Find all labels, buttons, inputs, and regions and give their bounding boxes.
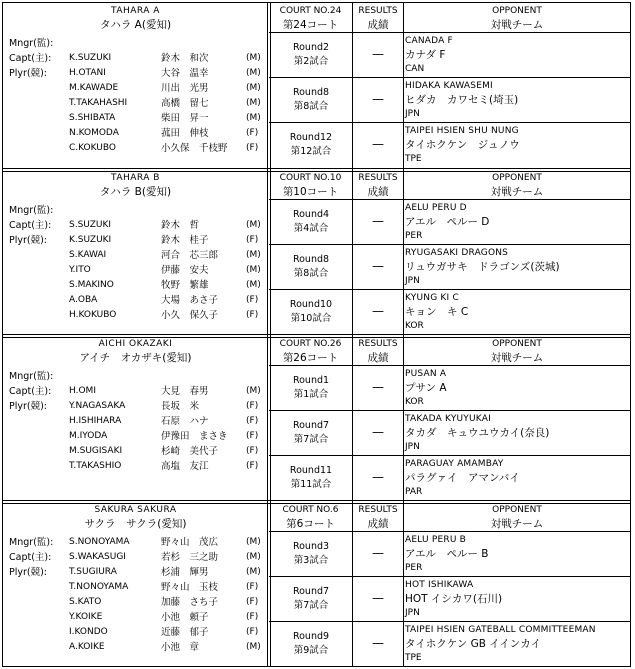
results-label-jp: 成績: [367, 186, 389, 198]
team-name-en: AICHI OKAZAKI: [98, 339, 173, 349]
opponent-header: [404, 5, 630, 32]
match-result: —: [372, 470, 384, 484]
member-name-en: S.MAKINO: [69, 280, 114, 290]
match-result: —: [372, 137, 384, 151]
opponent-header: [404, 172, 630, 199]
match-row-divider: [269, 77, 630, 78]
round-label: Round11: [289, 465, 333, 476]
results-label: RESULTS: [358, 6, 398, 16]
member-gender: (M): [246, 250, 261, 260]
opponent-name-jp: パラグァイ アマンバイ: [405, 472, 520, 484]
member-name-jp: 近藤 郁子: [161, 627, 209, 638]
header-row-divider: [269, 531, 630, 532]
member-gender: (F): [246, 431, 259, 441]
member-name-en: M.SUGISAKI: [69, 446, 123, 456]
opponent-name-jp: カナダ F: [405, 49, 446, 61]
member-name-en: Y.NAGASAKA: [69, 401, 126, 411]
match-result: —: [372, 425, 384, 439]
opponent-label-jp: 対戦チーム: [490, 19, 544, 31]
member-gender: (F): [246, 416, 259, 426]
member-name-jp: 杉崎 美代子: [161, 446, 219, 457]
member-name-jp: 小久保 千枝野: [161, 143, 228, 154]
court-number-jp: 第26コート: [282, 352, 339, 364]
round-label: Round8: [292, 87, 330, 98]
member-name-en: M.KAWADE: [69, 83, 119, 93]
court-header: [269, 172, 352, 199]
member-role: Plyr(競):: [9, 567, 48, 578]
results-header: [353, 5, 403, 32]
match-round: [271, 630, 351, 658]
match-opponent: [405, 79, 631, 121]
opponent-country: TPE: [405, 653, 422, 663]
opponent-label-jp: 対戦チーム: [490, 518, 544, 530]
opponent-header: [404, 504, 630, 531]
opponent-name-en: TAKADA KYUYUKAI: [405, 414, 491, 424]
match-round: [271, 298, 351, 326]
member-row: [9, 595, 267, 610]
match-round: [271, 464, 351, 492]
member-row: [9, 535, 267, 550]
member-name-jp: 川出 光男: [161, 83, 209, 94]
member-row: [9, 293, 267, 308]
member-name-jp: 河合 芯三郎: [161, 250, 219, 261]
match-round: [271, 540, 351, 568]
opponent-name-en: RYUGASAKI DRAGONS: [405, 248, 509, 258]
member-row: [9, 233, 267, 248]
opponent-name-jp: タカダ キュウユウカイ(奈良): [405, 427, 550, 439]
team-header: [3, 172, 268, 199]
member-row: [9, 36, 267, 51]
round-label-jp: 第10試合: [290, 313, 332, 324]
member-name-en: C.KOKUBO: [69, 143, 116, 153]
round-label-jp: 第7試合: [293, 434, 329, 445]
header-row-divider: [269, 199, 630, 200]
member-name-en: S.KAWAI: [69, 250, 107, 260]
member-name-en: T.TAKASHIO: [69, 461, 122, 471]
match-round: [271, 41, 351, 69]
member-row: [9, 429, 267, 444]
results-header: [353, 338, 403, 365]
member-name-jp: 小池 頼子: [161, 612, 209, 623]
member-name-en: N.KOMODA: [69, 128, 119, 138]
member-gender: (M): [246, 642, 261, 652]
opponent-country: JPN: [405, 109, 420, 119]
court-header: [269, 5, 352, 32]
member-name-en: S.WAKASUGI: [69, 552, 126, 562]
match-opponent: [405, 412, 631, 454]
court-number: COURT NO.10: [279, 173, 342, 183]
results-label: RESULTS: [358, 505, 398, 515]
round-label-jp: 第4試合: [293, 223, 329, 234]
match-row-divider: [269, 289, 630, 290]
member-row: [9, 141, 267, 156]
header-row-divider: [269, 32, 630, 33]
member-row: [9, 640, 267, 655]
member-name-jp: 野々山 玉枝: [161, 582, 219, 593]
round-label-jp: 第8試合: [293, 268, 329, 279]
member-name-en: K.SUZUKI: [69, 235, 112, 245]
member-name-en: S.SHIBATA: [69, 113, 116, 123]
opponent-country: JPN: [405, 442, 420, 452]
match-round: [271, 131, 351, 159]
member-name-en: H.KOKUBO: [69, 310, 117, 320]
header-row-divider: [269, 365, 630, 366]
court-number-jp: 第24コート: [282, 19, 339, 31]
opponent-name-en: CANADA F: [405, 36, 453, 46]
member-gender: (F): [246, 582, 259, 592]
match-round: [271, 419, 351, 447]
match-round: [271, 253, 351, 281]
member-row: [9, 126, 267, 141]
team-name-en: TAHARA A: [111, 6, 160, 16]
round-label: Round10: [289, 299, 333, 310]
member-gender: (M): [246, 113, 261, 123]
match-row-divider: [269, 244, 630, 245]
opponent-country: PER: [405, 563, 423, 573]
member-role: Plyr(競):: [9, 235, 48, 246]
member-gender: (M): [246, 537, 261, 547]
member-name-en: M.IYODA: [69, 431, 108, 441]
team-name-jp: アイチ オカザキ(愛知): [79, 352, 192, 364]
opponent-country: CAN: [405, 64, 425, 74]
member-gender: (M): [246, 68, 261, 78]
opponent-name-jp: HOT イシカワ(石川): [405, 593, 503, 605]
opponent-name-jp: キョン キ C: [405, 306, 469, 318]
member-gender: (F): [246, 310, 259, 320]
match-row-divider: [269, 455, 630, 456]
member-gender: (F): [246, 295, 259, 305]
member-row: [9, 399, 267, 414]
opponent-name-en: KYUNG KI C: [405, 293, 459, 303]
opponent-label: OPPONENT: [492, 6, 542, 16]
member-gender: (F): [246, 461, 259, 471]
member-gender: (F): [246, 143, 259, 153]
match-result: —: [372, 214, 384, 228]
member-gender: (F): [246, 401, 259, 411]
member-gender: (M): [246, 98, 261, 108]
match-opponent: [405, 367, 631, 409]
member-role: Plyr(競):: [9, 401, 48, 412]
opponent-name-jp: タイホクケン GB イインカイ: [405, 638, 541, 650]
opponent-label-jp: 対戦チーム: [490, 352, 544, 364]
member-name-en: S.NONOYAMA: [69, 537, 130, 547]
member-name-jp: 小池 章: [161, 642, 200, 653]
member-name-jp: 加藤 さち子: [161, 597, 219, 608]
court-number: COURT NO.26: [279, 339, 342, 349]
results-header: [353, 172, 403, 199]
round-label: Round4: [292, 209, 330, 220]
member-name-jp: 鈴木 桂子: [161, 235, 209, 246]
match-row-divider: [269, 410, 630, 411]
match-row-divider: [269, 621, 630, 622]
match-result: —: [372, 380, 384, 394]
round-label: Round7: [292, 420, 330, 431]
member-name-en: H.OTANI: [69, 68, 106, 78]
member-row: [9, 459, 267, 474]
member-row: [9, 51, 267, 66]
round-label: Round2: [292, 42, 330, 53]
member-row: [9, 625, 267, 640]
opponent-country: KOR: [405, 397, 424, 407]
member-gender: (F): [246, 235, 259, 245]
opponent-country: PER: [405, 231, 423, 241]
match-result: —: [372, 47, 384, 61]
court-number: COURT NO.6: [282, 505, 339, 515]
member-role: Mngr(監):: [9, 38, 54, 49]
team-header: [3, 504, 268, 531]
court-number-jp: 第6コート: [286, 518, 335, 530]
court-header: [269, 504, 352, 531]
round-label: Round7: [292, 586, 330, 597]
member-row: [9, 263, 267, 278]
member-row: [9, 550, 267, 565]
member-gender: (M): [246, 83, 261, 93]
opponent-label: OPPONENT: [492, 505, 542, 515]
match-opponent: [405, 34, 631, 76]
opponent-name-jp: アエル ペルー B: [405, 548, 489, 560]
member-name-jp: 大谷 温幸: [161, 68, 209, 79]
opponent-country: JPN: [405, 276, 420, 286]
team-name-jp: タハラ A(愛知): [99, 19, 172, 31]
opponent-label: OPPONENT: [492, 173, 542, 183]
member-role: Capt(主):: [9, 220, 52, 231]
match-opponent: [405, 246, 631, 288]
round-label: Round12: [289, 132, 333, 143]
match-result: —: [372, 636, 384, 650]
match-round: [271, 585, 351, 613]
team-name-en: TAHARA B: [111, 173, 160, 183]
member-gender: (F): [246, 612, 259, 622]
member-name-en: I.KONDO: [69, 627, 108, 637]
round-label-jp: 第11試合: [290, 479, 332, 490]
team-name-jp: サクラ サクラ(愛知): [84, 518, 187, 530]
member-name-en: S.KATO: [69, 597, 102, 607]
match-opponent: [405, 533, 631, 575]
member-name-en: S.SUZUKI: [69, 220, 112, 230]
member-row: [9, 96, 267, 111]
results-label-jp: 成績: [367, 352, 389, 364]
match-result: —: [372, 591, 384, 605]
member-role: Capt(主):: [9, 53, 52, 64]
member-gender: (M): [246, 552, 261, 562]
opponent-name-jp: プサン A: [405, 382, 447, 394]
opponent-name-jp: ヒダカ カワセミ(埼玉): [405, 94, 519, 106]
match-round: [271, 374, 351, 402]
member-role: Capt(主):: [9, 552, 52, 563]
member-row: [9, 203, 267, 218]
court-number-jp: 第10コート: [282, 186, 339, 198]
opponent-name-jp: アエル ペルー D: [405, 216, 490, 228]
member-name-en: Y.KOIKE: [69, 612, 103, 622]
opponent-name-en: AELU PERU B: [405, 535, 467, 545]
results-header: [353, 504, 403, 531]
match-opponent: [405, 124, 631, 166]
member-name-jp: 長坂 米: [161, 401, 200, 412]
match-opponent: [405, 578, 631, 620]
member-name-jp: 小久 保久子: [161, 310, 219, 321]
member-gender: (M): [246, 567, 261, 577]
member-name-jp: 大見 春男: [161, 386, 209, 397]
match-result: —: [372, 546, 384, 560]
member-row: [9, 444, 267, 459]
round-label: Round1: [292, 375, 330, 386]
court-number: COURT NO.24: [279, 6, 342, 16]
round-label-jp: 第12試合: [290, 146, 332, 157]
member-row: [9, 308, 267, 323]
member-name-jp: 牧野 繁雄: [161, 280, 209, 291]
results-label: RESULTS: [358, 173, 398, 183]
round-label: Round3: [292, 541, 330, 552]
member-name-en: H.ISHIHARA: [69, 416, 122, 426]
round-label-jp: 第2試合: [293, 56, 329, 67]
opponent-name-en: PARAGUAY AMAMBAY: [405, 459, 504, 469]
match-row-divider: [269, 576, 630, 577]
member-row: [9, 66, 267, 81]
member-row: [9, 610, 267, 625]
member-name-en: T.NONOYAMA: [69, 582, 129, 592]
match-result: —: [372, 259, 384, 273]
member-name-jp: 野々山 茂広: [161, 537, 219, 548]
opponent-country: TPE: [405, 154, 422, 164]
opponent-label-jp: 対戦チーム: [490, 186, 544, 198]
member-name-en: A.OBA: [69, 295, 98, 305]
member-name-jp: 伊藤 安夫: [161, 265, 209, 276]
member-role: Plyr(競):: [9, 68, 48, 79]
member-name-jp: 杉浦 輝男: [161, 567, 209, 578]
round-label: Round9: [292, 631, 330, 642]
match-opponent: [405, 623, 631, 665]
member-name-en: K.SUZUKI: [69, 53, 112, 63]
opponent-name-en: AELU PERU D: [405, 203, 467, 213]
round-label-jp: 第1試合: [293, 389, 329, 400]
team-header: [3, 5, 268, 32]
member-gender: (M): [246, 220, 261, 230]
opponent-name-jp: タイホクケン ジュノウ: [405, 139, 520, 151]
round-label: Round8: [292, 254, 330, 265]
opponent-label: OPPONENT: [492, 339, 542, 349]
member-row: [9, 580, 267, 595]
member-row: [9, 81, 267, 96]
opponent-name-jp: リュウガサキ ドラゴンズ(茨城): [405, 261, 560, 273]
member-row: [9, 414, 267, 429]
member-gender: (M): [246, 265, 261, 275]
match-result: —: [372, 304, 384, 318]
results-label-jp: 成績: [367, 19, 389, 31]
schedule-sheet: [2, 2, 631, 667]
opponent-country: KOR: [405, 321, 424, 331]
member-role: Mngr(監):: [9, 371, 54, 382]
opponent-name-en: HIDAKA KAWASEMI: [405, 81, 493, 91]
member-name-jp: 柴田 昇一: [161, 113, 209, 124]
results-label: RESULTS: [358, 339, 398, 349]
member-name-jp: 高塩 友江: [161, 461, 209, 472]
round-label-jp: 第9試合: [293, 645, 329, 656]
member-gender: (M): [246, 386, 261, 396]
opponent-name-en: PUSAN A: [405, 369, 447, 379]
opponent-header: [404, 338, 630, 365]
member-name-jp: 大場 あさ子: [161, 295, 219, 306]
team-name-en: SAKURA SAKURA: [94, 505, 177, 515]
member-name-jp: 高橋 留七: [161, 98, 209, 109]
member-name-jp: 鈴木 和次: [161, 53, 209, 64]
match-round: [271, 86, 351, 114]
member-gender: (F): [246, 128, 259, 138]
member-row: [9, 248, 267, 263]
member-gender: (M): [246, 53, 261, 63]
member-row: [9, 278, 267, 293]
member-gender: (F): [246, 597, 259, 607]
opponent-country: PAR: [405, 487, 423, 497]
member-row: [9, 384, 267, 399]
opponent-name-en: TAIPEI HSIEN SHU NUNG: [405, 126, 519, 136]
member-name-jp: 若杉 三之助: [161, 552, 219, 563]
match-result: —: [372, 92, 384, 106]
member-gender: (M): [246, 280, 261, 290]
member-role: Mngr(監):: [9, 537, 54, 548]
member-role: Mngr(監):: [9, 205, 54, 216]
member-row: [9, 111, 267, 126]
member-row: [9, 565, 267, 580]
match-opponent: [405, 291, 631, 333]
round-label-jp: 第7試合: [293, 600, 329, 611]
opponent-name-en: HOT ISHIKAWA: [405, 580, 474, 590]
opponent-name-en: TAIPEI HSIEN GATEBALL COMMITTEEMAN: [405, 625, 596, 635]
member-name-jp: 石原 ハナ: [161, 416, 209, 427]
round-label-jp: 第3試合: [293, 555, 329, 566]
member-gender: (F): [246, 627, 259, 637]
team-header: [3, 338, 268, 365]
member-name-jp: 伊豫田 まさき: [161, 431, 228, 442]
match-opponent: [405, 201, 631, 243]
team-name-jp: タハラ B(愛知): [99, 186, 172, 198]
member-name-en: T.SUGIURA: [69, 567, 117, 577]
match-round: [271, 208, 351, 236]
member-role: Capt(主):: [9, 386, 52, 397]
member-row: [9, 369, 267, 384]
member-name-en: Y.ITO: [69, 265, 91, 275]
opponent-country: JPN: [405, 608, 420, 618]
member-row: [9, 218, 267, 233]
member-name-en: A.KOIKE: [69, 642, 105, 652]
court-header: [269, 338, 352, 365]
member-name-jp: 菰田 伸枝: [161, 128, 209, 139]
member-name-jp: 鈴木 哲: [161, 220, 200, 231]
results-label-jp: 成績: [367, 518, 389, 530]
round-label-jp: 第8試合: [293, 101, 329, 112]
member-gender: (F): [246, 446, 259, 456]
match-opponent: [405, 457, 631, 499]
member-name-en: T.TAKAHASHI: [69, 98, 128, 108]
match-row-divider: [269, 122, 630, 123]
member-name-en: H.OMI: [69, 386, 96, 396]
